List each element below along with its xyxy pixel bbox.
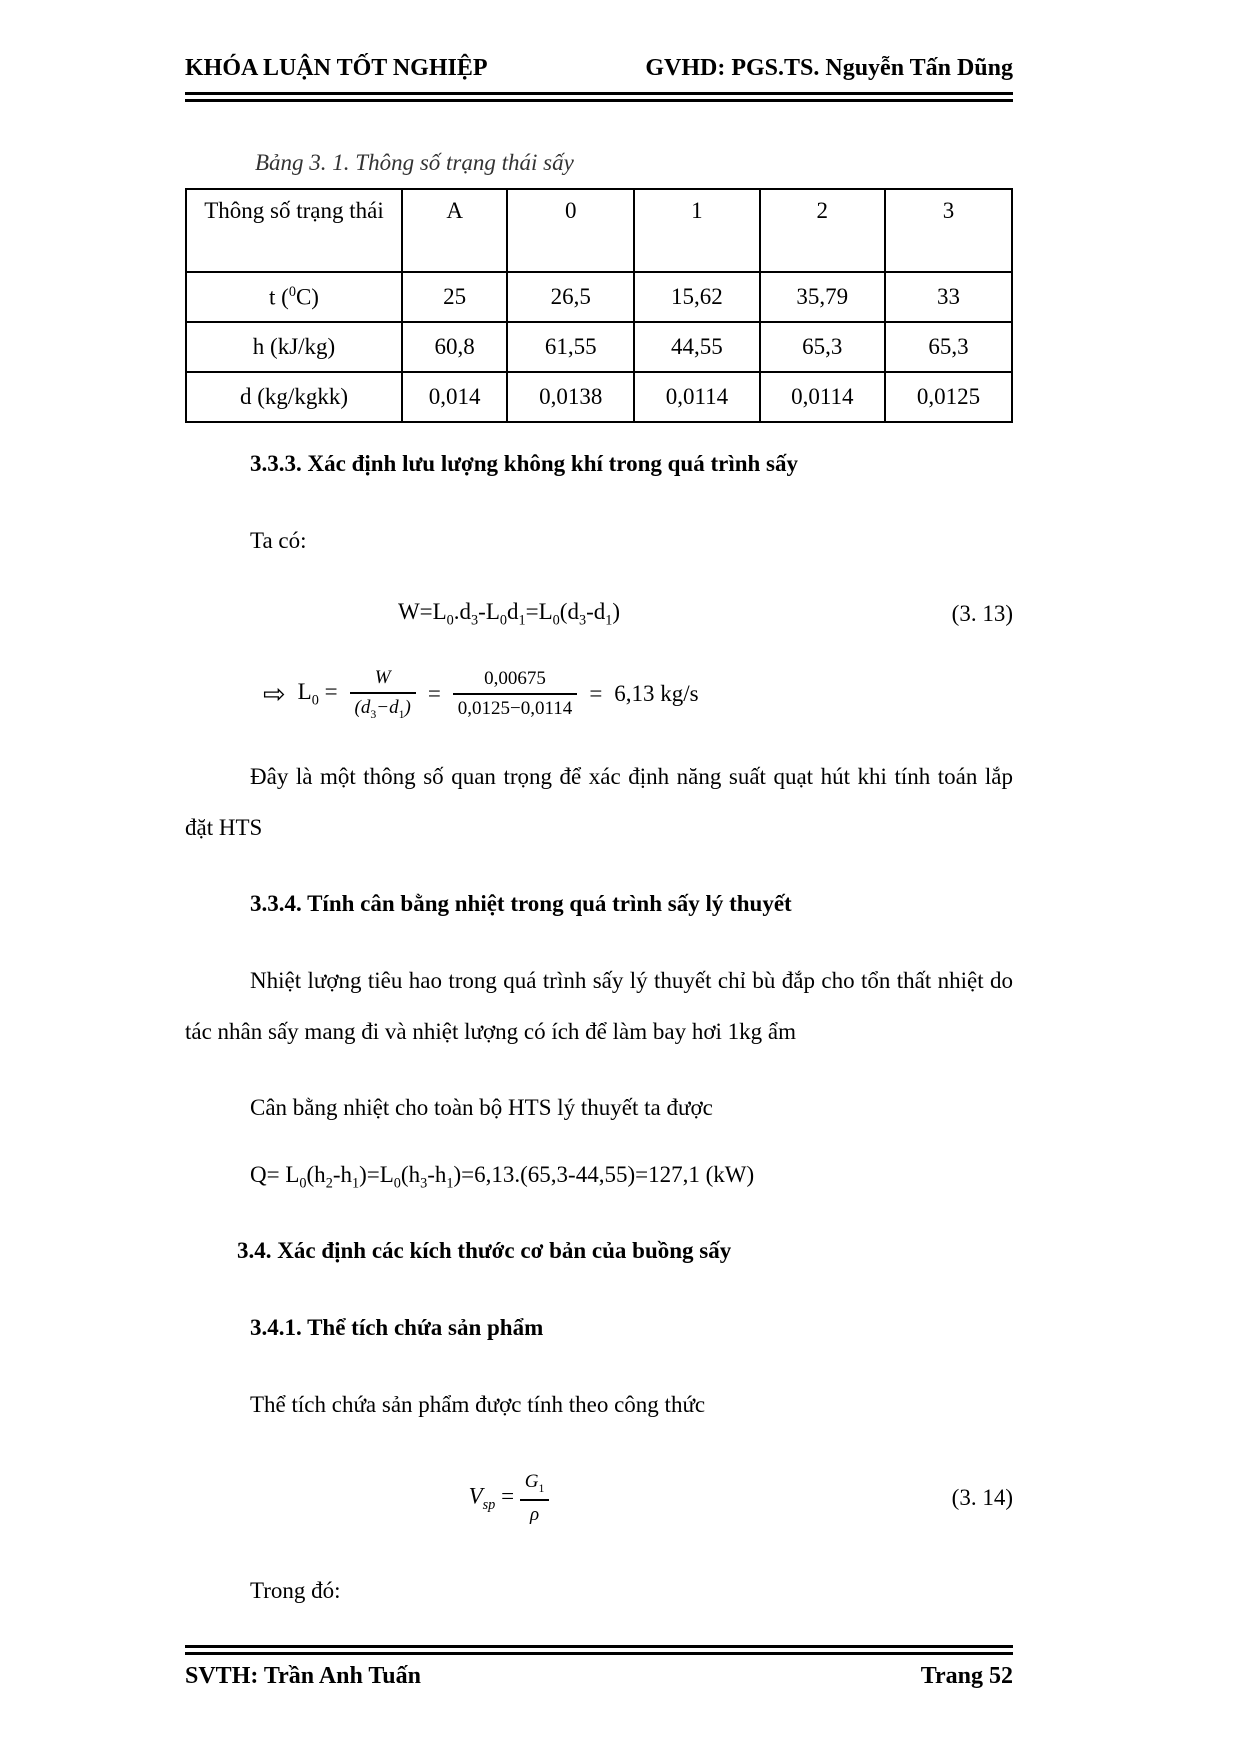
state-parameters-table — [185, 188, 1013, 423]
equals-sign: = — [589, 681, 603, 707]
table-header-cell-A: A — [402, 189, 507, 272]
header-left-title: KHÓA LUẬN TỐT NGHIỆP — [185, 55, 488, 81]
cell-value: 26,5 — [507, 272, 634, 322]
cell-value: 33 — [885, 272, 1012, 322]
footer-student: SVTH: Trần Anh Tuấn — [185, 1663, 421, 1689]
row-label-temperature — [186, 272, 402, 322]
equation-3-13 — [185, 592, 1013, 636]
equation-3-14-body: $V_{sp}$ = $\frac{G_1}{\rho}$ — [469, 1470, 550, 1526]
header-rule — [185, 92, 1013, 102]
table-header-cell-3: 3 — [885, 189, 1012, 272]
table-header-cell-label: Thông số trạng thái — [186, 189, 402, 272]
row-label-temperature-post: C) — [295, 284, 319, 310]
footer-rule — [185, 1645, 1013, 1655]
page-footer — [185, 1645, 1013, 1690]
page-header — [185, 55, 1013, 82]
table-row-humidity — [186, 372, 1012, 422]
footer-page-number: Trang 52 — [920, 1663, 1013, 1689]
row-label-humidity: d (kg/kgkk) — [186, 372, 402, 422]
table-row-temperature — [186, 272, 1012, 322]
paragraph-importance: Đây là một thông số quan trọng để xác định năng suất quạt hút khi tính toán lắp đặt HTS — [185, 764, 1013, 840]
equation-number-3-13: (3. 13) — [951, 601, 1013, 627]
equation-l0-result: 6,13 kg/s — [614, 681, 699, 707]
equation-3-13-body: $W=L_0.d_3-L_0d_1=L_0(d_3-d_1)$ — [397, 598, 621, 629]
cell-value: 25 — [402, 272, 507, 322]
equation-number-3-14: (3. 14) — [951, 1485, 1013, 1511]
cell-value: 0,0114 — [760, 372, 885, 422]
section-heading-3-4-1: 3.4.1. Thể tích chứa sản phẩm — [250, 1314, 544, 1340]
cell-value: 61,55 — [507, 322, 634, 372]
fraction-vsp: $\frac{G_1}{\rho}$ — [520, 1470, 550, 1526]
cell-value: 35,79 — [760, 272, 885, 322]
paragraph-volume-intro: Thể tích chứa sản phẩm được tính theo công thức — [250, 1391, 706, 1417]
cell-value: 60,8 — [402, 322, 507, 372]
rightwards-arrow-icon: ⇨ — [263, 678, 286, 710]
row-label-enthalpy: h (kJ/kg) — [186, 322, 402, 372]
cell-value: 65,3 — [760, 322, 885, 372]
page-content — [185, 55, 1013, 1617]
equation-l0-lhs: $L_0$ = — [297, 678, 338, 709]
cell-value: 0,0125 — [885, 372, 1012, 422]
row-label-temperature-sup: 0 — [288, 283, 296, 300]
header-right-supervisor: GVHD: PGS.TS. Nguyễn Tấn Dũng — [645, 55, 1013, 81]
paragraph-heat-loss: Nhiệt lượng tiêu hao trong quá trình sấy lý thuyết chỉ bù đắp cho tổn thất nhiệt do tác nhân sấy mang đi và nhiệt lượng có ích để làm bay hơi 1kg ẩm — [185, 967, 1013, 1044]
table-row-enthalpy — [186, 322, 1012, 372]
table-caption: Bảng 3. 1. Thông số trạng thái sấy — [255, 150, 574, 175]
paragraph-trong-do: Trong đó: — [250, 1578, 341, 1604]
equation-l0 — [263, 652, 1013, 736]
section-heading-3-3-4: 3.3.4. Tính cân bằng nhiệt trong quá trình sấy lý thuyết — [250, 891, 792, 917]
cell-value: 15,62 — [634, 272, 759, 322]
fraction-numeric: $\frac{0,00675}{0,0125-0,0114}$ — [453, 667, 578, 721]
table-header-cell-0: 0 — [507, 189, 634, 272]
table-header-row — [186, 189, 1012, 272]
row-label-temperature-pre: t ( — [269, 284, 289, 310]
equation-3-14 — [185, 1456, 1013, 1540]
cell-value: 0,0138 — [507, 372, 634, 422]
cell-value: 44,55 — [634, 322, 759, 372]
table-header-cell-1: 1 — [634, 189, 759, 272]
cell-value: 0,014 — [402, 372, 507, 422]
cell-value: 65,3 — [885, 322, 1012, 372]
section-heading-3-3-3: 3.3.3. Xác định lưu lượng không khí trong quá trình sấy — [250, 451, 799, 476]
equation-q: $Q= L_0(h_2-h_1)=L_0(h_3-h_1)=6,13.(65,3-44,55)=127,1$ (kW) — [250, 1161, 755, 1192]
paragraph-heat-balance: Cân bằng nhiệt cho toàn bộ HTS lý thuyết ta được — [250, 1095, 713, 1121]
table-header-cell-2: 2 — [760, 189, 885, 272]
section-heading-3-4: 3.4. Xác định các kích thước cơ bản của buồng sấy — [237, 1238, 732, 1264]
equals-sign: = — [427, 681, 441, 707]
cell-value: 0,0114 — [634, 372, 759, 422]
fraction-symbolic: $\frac{W}{(d_3-d_1)}$ — [350, 666, 416, 722]
paragraph-ta-co: Ta có: — [250, 527, 307, 553]
